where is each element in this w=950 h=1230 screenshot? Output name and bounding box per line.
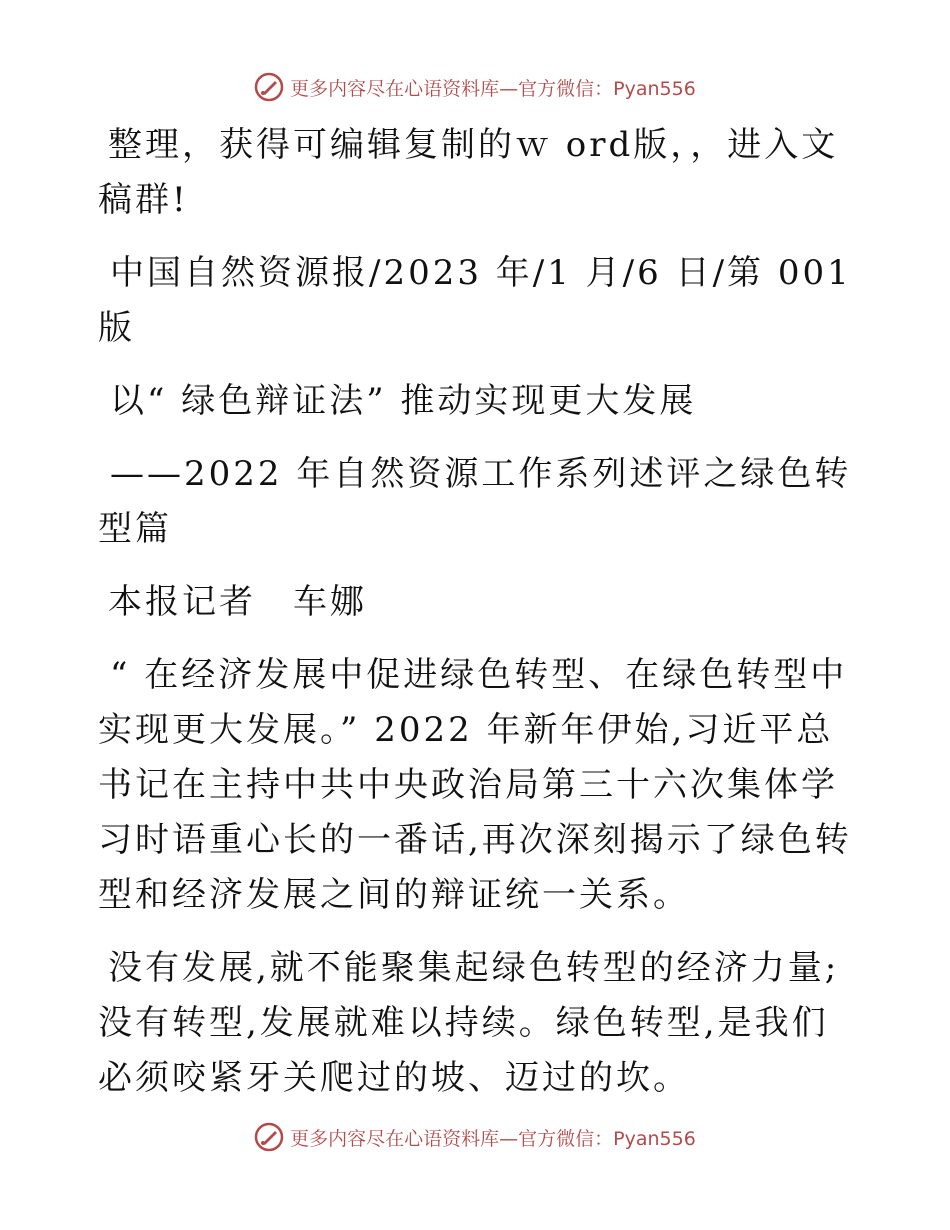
header-banner [0, 72, 950, 102]
pen-logo-icon [254, 72, 284, 102]
header-banner-text: 更多内容尽在心语资料库—官方微信：Pyan556 [290, 77, 696, 100]
footer-banner [0, 1122, 950, 1152]
paragraph-2: 没有发展,就不能聚集起绿色转型的经济力量;没有转型,发展就难以持续。绿色转型,是我们必须咬紧牙关爬过的坡、迈过的坎。 [98, 948, 840, 1098]
article-title: 以“ 绿色辩证法” 推动实现更大发展 [110, 381, 697, 421]
source-line: 中国自然资源报/2023 年/1 月/6 日/第 001 版 [98, 253, 852, 348]
pen-logo-icon [254, 1122, 284, 1152]
paragraph-1: “ 在经济发展中促进绿色转型、在绿色转型中实现更大发展。” 2022 年新年伊始,习近平总书记在主持中共中央政治局第三十六次集体学习时语重心长的一番话,再次深刻揭示了绿色转型和经济发展之间的辩证统一关系。 [98, 655, 852, 915]
intro-line: 整理，获得可编辑复制的ｗ ord版，，进入文稿群! [98, 125, 839, 220]
document-body [98, 118, 858, 1106]
article-subtitle: ——2022 年自然资源工作系列述评之绿色转型篇 [98, 454, 852, 549]
byline: 本报记者 车娜 [108, 582, 367, 622]
footer-banner-text: 更多内容尽在心语资料库—官方微信：Pyan556 [290, 1127, 696, 1150]
